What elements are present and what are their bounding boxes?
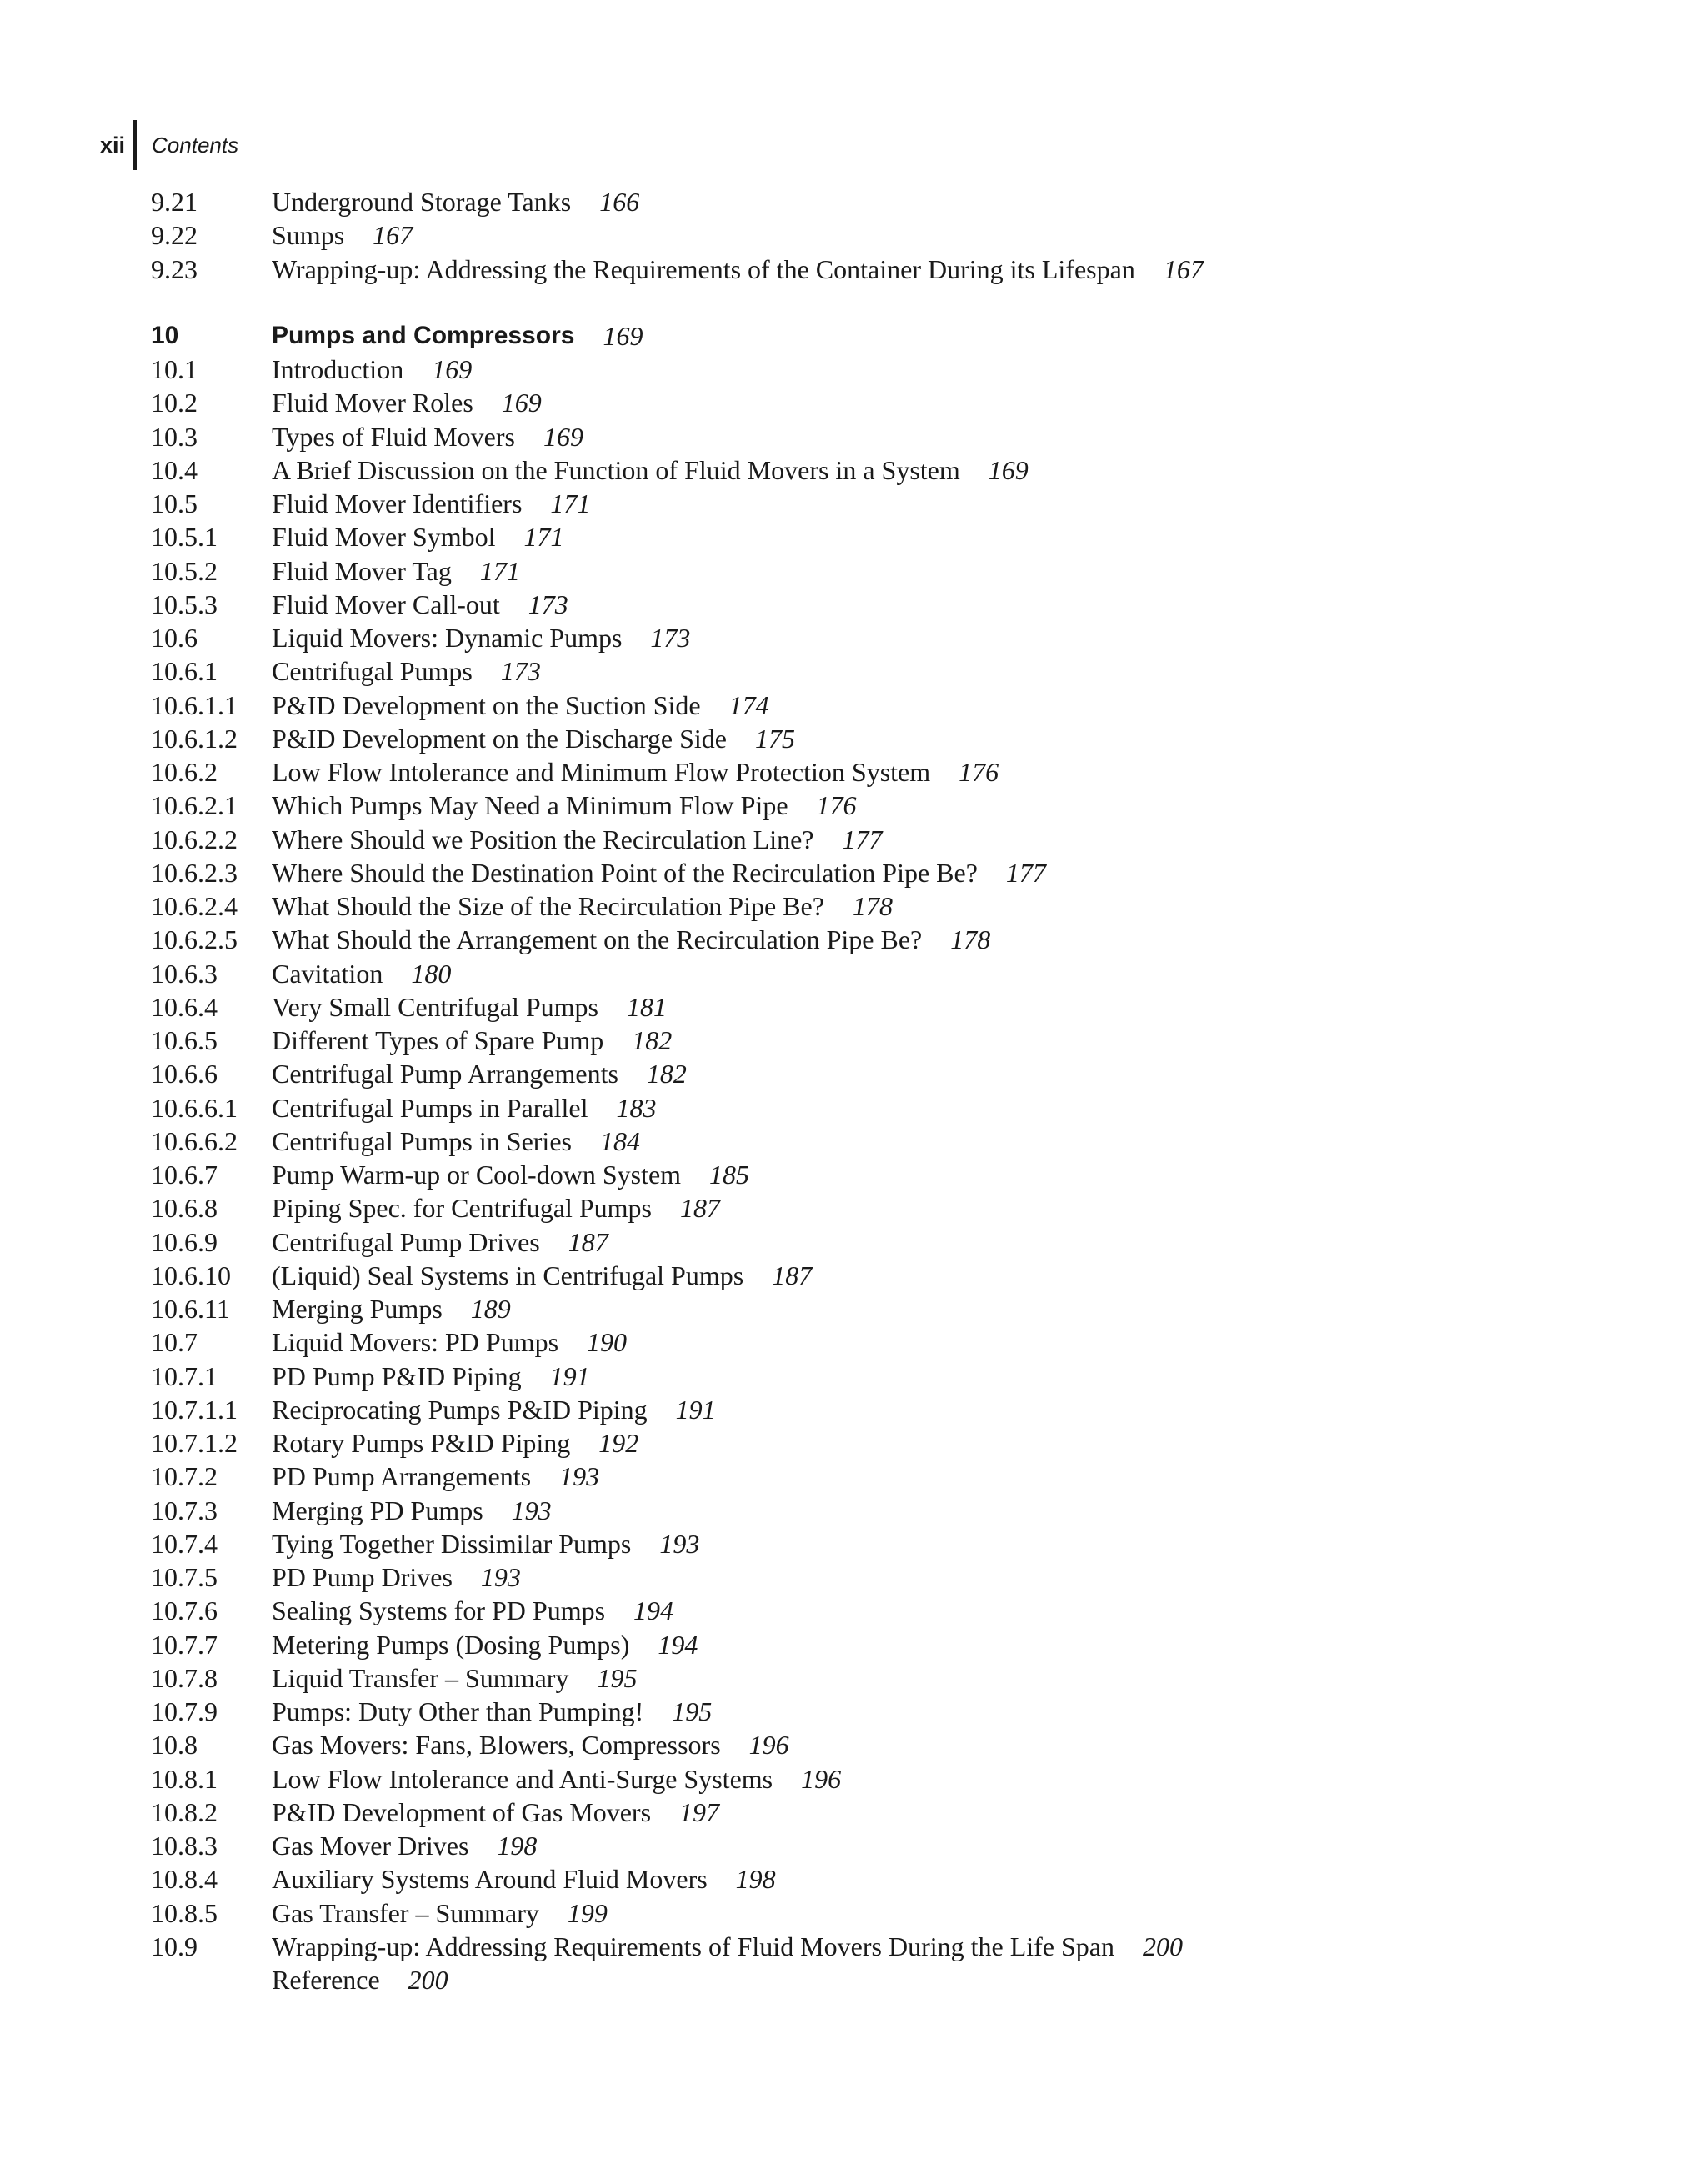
toc-entry-number: 10.6.1.2: [151, 723, 238, 754]
toc-entry-title: Sealing Systems for PD Pumps: [272, 1595, 606, 1626]
toc-entry-title: Sumps: [272, 220, 345, 251]
toc-entry-title: PD Pump Drives: [272, 1562, 453, 1592]
toc-entry-page: 169: [432, 354, 473, 384]
toc-entry-page: 178: [852, 891, 893, 921]
toc-entry-page: 173: [650, 623, 691, 653]
toc-entry-title: Centrifugal Pump Drives: [272, 1226, 540, 1257]
toc-entry-title: Wrapping-up: Addressing Requirements of Fluid Movers During the Life Span: [272, 1931, 1114, 1961]
toc-entry-page: 198: [735, 1864, 776, 1895]
toc-entry-page: 194: [658, 1629, 698, 1660]
toc-entry-title: Centrifugal Pump Arrangements: [272, 1059, 618, 1089]
toc-entry: [151, 1527, 1651, 1560]
toc-entry: [151, 856, 1651, 889]
toc-entry-page: 178: [950, 924, 991, 955]
toc-entry: [151, 554, 1651, 588]
toc-entry-title: Liquid Transfer – Summary: [272, 1662, 569, 1693]
toc-entry-title: Tying Together Dissimilar Pumps: [272, 1528, 632, 1559]
toc-entry: [151, 957, 1651, 990]
toc-entry-page: 171: [479, 555, 520, 586]
toc-entry-number: 10.6.4: [151, 991, 218, 1022]
toc-entry-number: 10.6.6: [151, 1059, 218, 1089]
toc-entry: [151, 1930, 1651, 1963]
toc-entry-title: Fluid Mover Call-out: [272, 589, 500, 619]
toc-entry: [151, 185, 1651, 218]
toc-entry-title: Centrifugal Pumps in Parallel: [272, 1092, 588, 1123]
toc-entry-page: 176: [816, 790, 857, 821]
toc-entry-page: 197: [679, 1796, 720, 1827]
toc-entry-number: 10.7.7: [151, 1629, 218, 1660]
toc-entry-title: Metering Pumps (Dosing Pumps): [272, 1629, 630, 1660]
toc-entry-page: 167: [1163, 253, 1204, 284]
toc-entry-title: Underground Storage Tanks: [272, 187, 572, 217]
toc-entry-page: 200: [408, 1965, 448, 1995]
toc-entry-title: PD Pump Arrangements: [272, 1461, 532, 1492]
toc-entry-page: 193: [511, 1495, 552, 1525]
toc-entry: [151, 722, 1651, 755]
toc-entry-title: Types of Fluid Movers: [272, 421, 515, 452]
toc-entry-page: 193: [659, 1528, 700, 1559]
toc-entry-number: 10.5: [151, 488, 198, 518]
toc-entry-title: What Should the Size of the Recirculation Pipe Be?: [272, 891, 824, 921]
toc-entry-title: What Should the Arrangement on the Recirculation Pipe Be?: [272, 924, 923, 955]
toc-entry: [151, 755, 1651, 789]
toc-entry: [151, 1024, 1651, 1057]
running-title: Contents: [152, 132, 239, 158]
toc-entry-title: Rotary Pumps P&ID Piping: [272, 1428, 571, 1458]
toc-entry-number: 10.7.3: [151, 1495, 218, 1525]
toc-entry-number: 10.5.2: [151, 555, 218, 586]
toc-entry-number: 10.2: [151, 388, 198, 418]
toc-entry-number: 10.5.3: [151, 589, 218, 619]
toc-entry: [151, 1225, 1651, 1259]
toc-entry: [151, 1796, 1651, 1829]
toc-entry: [151, 1125, 1651, 1158]
toc-entry: [151, 621, 1651, 654]
toc-entry-title: Introduction: [272, 354, 404, 384]
toc-entry-number: [151, 1963, 272, 1996]
toc-entry: [151, 689, 1651, 722]
toc-entry-page: 189: [470, 1294, 511, 1324]
toc-entry-title: Wrapping-up: Addressing the Requirements of the Container During its Lifespan: [272, 253, 1135, 284]
toc-entry-number: 10.6.2.1: [151, 790, 238, 821]
toc-entry-page: 182: [632, 1025, 673, 1055]
toc-entry-page: 184: [599, 1125, 640, 1156]
toc-entry-number: 10.6.2.4: [151, 891, 238, 921]
toc-entry: [151, 1762, 1651, 1796]
toc-entry-number: 10.6: [151, 623, 198, 653]
toc-entry: [151, 218, 1651, 252]
toc-entry-title: P&ID Development on the Suction Side: [272, 689, 701, 720]
toc-entry-title: P&ID Development of Gas Movers: [272, 1796, 652, 1827]
toc-entry-number: 10.6.1: [151, 656, 218, 687]
toc-entry-page: 169: [988, 454, 1029, 485]
toc-entry: [151, 1292, 1651, 1325]
toc-entry-number: 9.23: [151, 253, 198, 284]
toc-entry-page: 174: [728, 689, 769, 720]
toc-entry-title: Fluid Mover Identifiers: [272, 488, 523, 518]
toc-entry-title: (Liquid) Seal Systems in Centrifugal Pumps: [272, 1260, 744, 1290]
toc-entry-number: 10.6.11: [151, 1294, 230, 1324]
toc-entry-title: Pump Warm-up or Cool-down System: [272, 1160, 682, 1190]
toc-entry: [151, 1829, 1651, 1862]
toc-entry-title: Reference: [272, 1965, 380, 1995]
toc-entry-title: Gas Movers: Fans, Blowers, Compressors: [272, 1730, 721, 1761]
toc-entry-title: Cavitation: [272, 958, 383, 989]
toc-entry: [151, 1057, 1651, 1090]
toc-entry: [151, 654, 1651, 688]
toc-entry-page: 190: [587, 1327, 628, 1358]
toc-entry: [151, 386, 1651, 419]
toc-entry: [151, 453, 1651, 487]
toc-entry-number: 10: [151, 321, 179, 349]
toc-entry-number: 10.8.1: [151, 1763, 218, 1794]
toc-entry-title: Reciprocating Pumps P&ID Piping: [272, 1394, 648, 1425]
toc-entry-title: Centrifugal Pumps: [272, 656, 473, 687]
toc-entry-number: 10.6.9: [151, 1226, 218, 1257]
toc-entry-page: 175: [754, 723, 795, 754]
toc-entry-number: 9.22: [151, 220, 198, 251]
toc-entry-page: 198: [497, 1831, 538, 1861]
toc-entry-page: 167: [373, 220, 413, 251]
toc-entry-number: 10.6.2.5: [151, 924, 238, 955]
toc-entry-number: 10.7.2: [151, 1461, 218, 1492]
toc-entry-page: 191: [549, 1360, 590, 1391]
page-header: [100, 120, 238, 170]
toc-entry-page: 187: [568, 1226, 608, 1257]
toc-entry: [151, 487, 1651, 520]
toc-entry-page: 191: [675, 1394, 716, 1425]
toc-entry: [151, 1963, 1651, 1996]
toc-entry-number: 10.6.6.1: [151, 1092, 238, 1123]
toc-entry-number: 10.6.2.3: [151, 857, 238, 888]
toc-entry-number: 10.8.3: [151, 1831, 218, 1861]
toc-entry-page: 166: [599, 187, 640, 217]
toc-entry-page: 177: [1005, 857, 1046, 888]
toc-entry-number: 10.6.10: [151, 1260, 231, 1290]
toc-entry-title: Liquid Movers: Dynamic Pumps: [272, 623, 623, 653]
toc-entry-number: 10.7.4: [151, 1528, 218, 1559]
toc-entry: [151, 1862, 1651, 1896]
toc-entry-number: 10.7.5: [151, 1562, 218, 1592]
toc-entry: [151, 1191, 1651, 1225]
toc-entry-page: 171: [523, 522, 564, 553]
toc-entry-title: Fluid Mover Tag: [272, 555, 452, 586]
toc-entry-title: Piping Spec. for Centrifugal Pumps: [272, 1193, 652, 1224]
toc-entry-title: Gas Transfer – Summary: [272, 1897, 539, 1928]
toc-entry-page: 185: [709, 1160, 750, 1190]
toc-entry-page: 181: [626, 991, 667, 1022]
toc-entry: [151, 823, 1651, 856]
toc-entry-page: 195: [672, 1696, 713, 1726]
toc-entry-number: 10.7.6: [151, 1595, 218, 1626]
toc-entry-number: 10.8.2: [151, 1796, 218, 1827]
toc-entry-title: Pumps: Duty Other than Pumping!: [272, 1696, 644, 1726]
page-folio: xii: [100, 132, 126, 158]
toc-entry-title: Pumps and Compressors: [272, 321, 575, 349]
toc-entry-title: A Brief Discussion on the Function of Fluid Movers in a System: [272, 454, 960, 485]
toc-entry: [151, 1259, 1651, 1292]
header-divider: [133, 120, 137, 170]
toc-entry-page: 187: [772, 1260, 813, 1290]
toc-list: [151, 185, 1651, 1996]
toc-entry-number: 10.6.5: [151, 1025, 218, 1055]
toc-entry-title: Low Flow Intolerance and Anti-Surge Systems: [272, 1763, 773, 1794]
toc-entry-number: 10.7.1.1: [151, 1394, 238, 1425]
toc-entry-title: Low Flow Intolerance and Minimum Flow Protection System: [272, 757, 931, 787]
toc-entry-number: 10.1: [151, 354, 198, 384]
toc-entry: [151, 1158, 1651, 1191]
toc-entry-page: 171: [550, 488, 591, 518]
toc-entry-number: 10.6.6.2: [151, 1125, 238, 1156]
toc-entry: [151, 520, 1651, 554]
toc-entry-title: Liquid Movers: PD Pumps: [272, 1327, 559, 1358]
toc-entry-page: 169: [603, 320, 643, 351]
toc-chapter-heading: [151, 319, 1651, 353]
toc-entry-number: 10.6.3: [151, 958, 218, 989]
toc-entry-number: 10.3: [151, 421, 198, 452]
toc-entry-title: Where Should the Destination Point of the Recirculation Pipe Be?: [272, 857, 978, 888]
toc-entry-page: 183: [616, 1092, 657, 1123]
toc-entry: [151, 1728, 1651, 1761]
toc-entry-page: 192: [598, 1428, 639, 1458]
toc-entry-page: 200: [1143, 1931, 1183, 1961]
toc-entry-title: Fluid Mover Roles: [272, 388, 473, 418]
toc-entry: [151, 1426, 1651, 1460]
toc-entry-number: 10.7.1: [151, 1360, 218, 1391]
toc-entry-number: 10.9: [151, 1931, 198, 1961]
toc-entry-page: 169: [543, 421, 583, 452]
toc-entry-title: Different Types of Spare Pump: [272, 1025, 604, 1055]
toc-entry: [151, 1325, 1651, 1359]
toc-entry: [151, 1360, 1651, 1393]
toc-entry-number: 10.5.1: [151, 522, 218, 553]
toc-entry-page: 177: [842, 824, 883, 854]
toc-entry: [151, 1628, 1651, 1661]
toc-entry-number: 10.8.4: [151, 1864, 218, 1895]
toc-entry-number: 10.7.8: [151, 1662, 218, 1693]
toc-entry: [151, 353, 1651, 386]
toc-entry: [151, 1594, 1651, 1627]
toc-entry-number: 9.21: [151, 187, 198, 217]
toc-entry-page: 173: [500, 656, 541, 687]
toc-entry: [151, 1896, 1651, 1930]
toc-entry-page: 199: [567, 1897, 608, 1928]
toc-entry-number: 10.7.9: [151, 1696, 218, 1726]
toc-entry: [151, 1560, 1651, 1594]
toc-entry-page: 195: [597, 1662, 638, 1693]
toc-entry: [151, 889, 1651, 923]
toc-entry-number: 10.7: [151, 1327, 198, 1358]
toc-entry-page: 173: [528, 589, 568, 619]
toc-entry-number: 10.6.7: [151, 1160, 218, 1190]
toc-entry-number: 10.6.1.1: [151, 689, 238, 720]
toc-entry: [151, 1393, 1651, 1426]
toc-entry-title: Where Should we Position the Recirculation Line?: [272, 824, 814, 854]
toc-entry: [151, 923, 1651, 956]
toc-entry: [151, 1661, 1651, 1695]
toc-entry: [151, 990, 1651, 1024]
toc-entry-title: Very Small Centrifugal Pumps: [272, 991, 598, 1022]
toc-entry-page: 193: [480, 1562, 521, 1592]
toc-entry: [151, 1695, 1651, 1728]
toc-entry-title: Fluid Mover Symbol: [272, 522, 496, 553]
toc-entry-number: 10.4: [151, 454, 198, 485]
toc-entry-page: 194: [633, 1595, 674, 1626]
toc-entry: [151, 1494, 1651, 1527]
toc-entry-title: Gas Mover Drives: [272, 1831, 469, 1861]
toc-entry: [151, 253, 1651, 286]
toc-entry: [151, 1091, 1651, 1125]
toc-entry-number: 10.6.2.2: [151, 824, 238, 854]
toc-entry: [151, 1460, 1651, 1493]
toc-entry-title: Merging PD Pumps: [272, 1495, 483, 1525]
toc-entry-number: 10.6.8: [151, 1193, 218, 1224]
toc-entry-page: 193: [559, 1461, 600, 1492]
toc-entry-number: 10.7.1.2: [151, 1428, 238, 1458]
toc-entry-title: P&ID Development on the Discharge Side: [272, 723, 727, 754]
toc-entry-title: Merging Pumps: [272, 1294, 443, 1324]
toc-entry-number: 10.8.5: [151, 1897, 218, 1928]
toc-entry-title: Centrifugal Pumps in Series: [272, 1125, 572, 1156]
toc-entry-page: 187: [679, 1193, 720, 1224]
toc-entry-number: 10.6.2: [151, 757, 218, 787]
toc-entry-title: Auxiliary Systems Around Fluid Movers: [272, 1864, 708, 1895]
toc-entry-title: PD Pump P&ID Piping: [272, 1360, 522, 1391]
toc-entry-page: 176: [959, 757, 999, 787]
toc-entry: [151, 789, 1651, 822]
toc-entry: [151, 420, 1651, 453]
toc-entry-page: 180: [411, 958, 452, 989]
toc-entry-number: 10.8: [151, 1730, 198, 1761]
toc-entry-page: 196: [801, 1763, 842, 1794]
toc-entry-page: 196: [748, 1730, 789, 1761]
toc-entry-page: 169: [501, 388, 542, 418]
toc-entry-page: 182: [646, 1059, 687, 1089]
toc-entry-title: Which Pumps May Need a Minimum Flow Pipe: [272, 790, 788, 821]
toc-entry: [151, 588, 1651, 621]
